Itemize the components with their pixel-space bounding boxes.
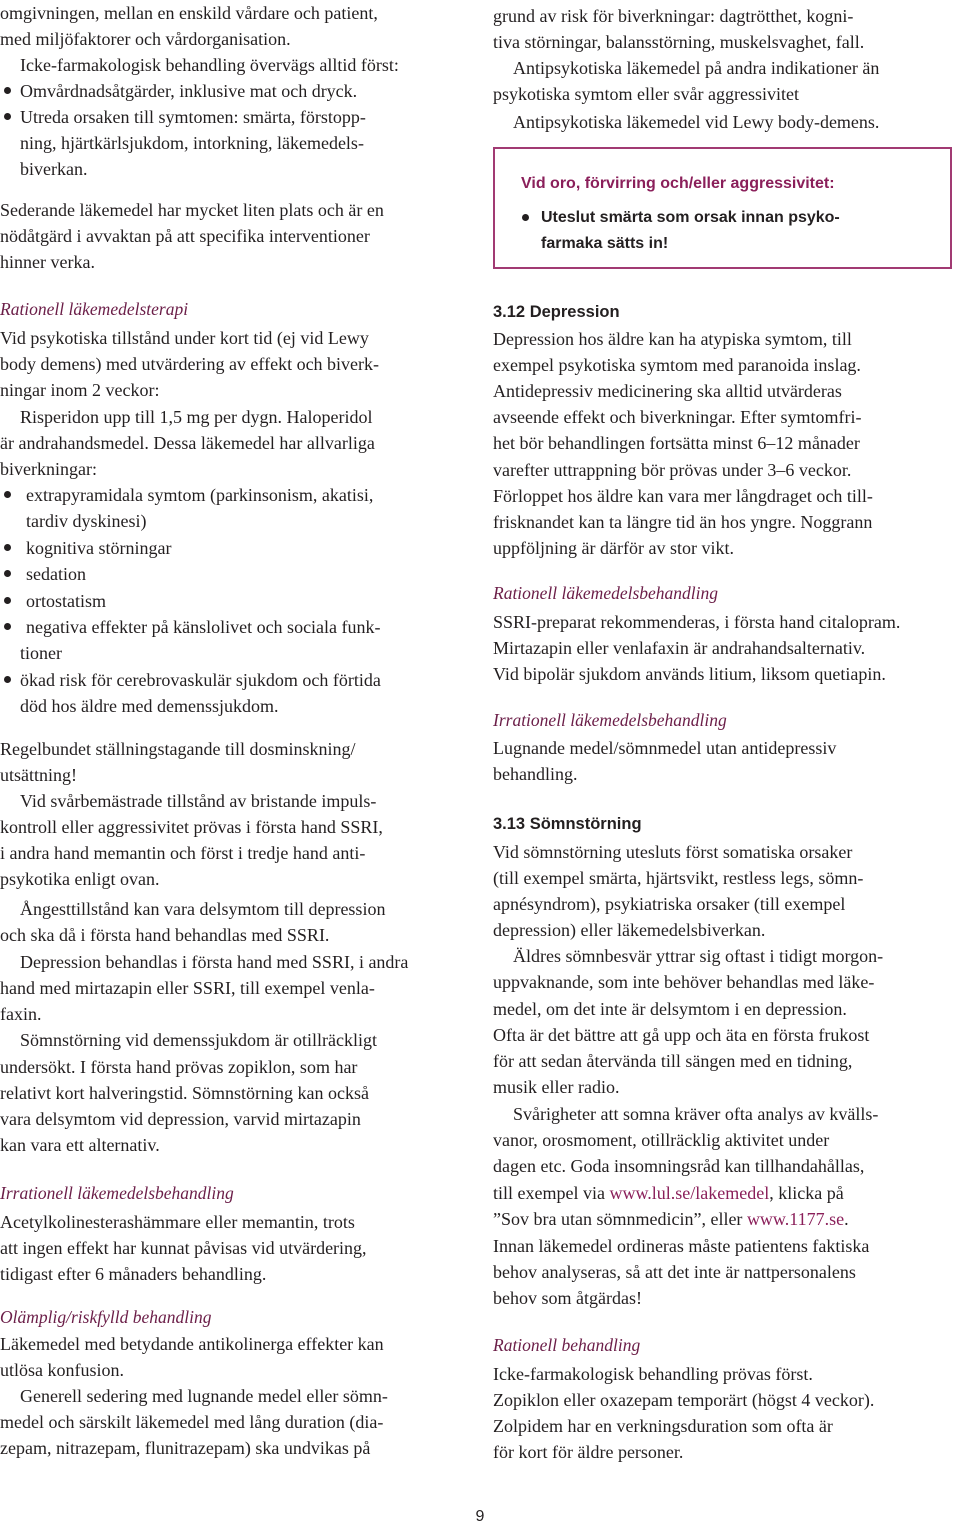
body-text: psykotika enligt ovan.	[0, 869, 160, 889]
section-heading: 3.13 Sömnstörning	[493, 815, 642, 833]
list-item: negativa effekter på känslolivet och sociala funk-	[26, 617, 381, 637]
body-text: zepam, nitrazepam, flunitrazepam) ska undvikas på	[0, 1438, 371, 1458]
body-text: tidigast efter 6 månaders behandling.	[0, 1264, 267, 1284]
body-text: Svårigheter att somna kräver ofta analys av kvälls-	[513, 1104, 879, 1124]
body-text: till exempel via	[493, 1183, 610, 1203]
body-text: Mirtazapin eller venlafaxin är andrahandsalternativ.	[493, 638, 866, 658]
body-text: SSRI-preparat rekommenderas, i första hand citalopram.	[493, 612, 901, 632]
body-text: Depression behandlas i första hand med SSRI, i andra	[20, 952, 409, 972]
body-text: uppföljning är därför av stor vikt.	[493, 538, 734, 558]
body-text: kan vara ett alternativ.	[0, 1135, 160, 1155]
section-heading: Rationell behandling	[493, 1335, 641, 1355]
lul-link[interactable]: www.lul.se/lakemedel	[609, 1183, 770, 1203]
list-item: ortostatism	[26, 591, 106, 611]
body-text: Antipsykotiska läkemedel vid Lewy body-demens.	[513, 112, 880, 132]
body-text: Äldres sömnbesvär yttrar sig oftast i tidigt morgon-	[513, 946, 884, 966]
warning-box	[493, 147, 952, 269]
body-text: uppvaknande, som inte behöver behandlas med läke-	[493, 972, 875, 992]
body-text: Vid bipolär sjukdom används litium, liksom quetiapin.	[493, 664, 886, 684]
body-text: relativt kort halveringstid. Sömnstörning kan också	[0, 1083, 369, 1103]
body-text: , klicka på	[769, 1183, 844, 1203]
list-item: Utreda orsaken till symtomen: smärta, förstopp-	[20, 107, 366, 127]
body-text: varefter uttrappning bör prövas under 3–6 veckor.	[493, 460, 852, 480]
body-text: dagen etc. Goda insomningsråd kan tillhandahållas,	[493, 1156, 865, 1176]
bullet-icon	[4, 570, 11, 577]
body-text: frisknandet kan ta längre tid än hos yngre. Noggrann	[493, 512, 873, 532]
body-text: hinner verka.	[0, 252, 95, 272]
body-text: för att sedan återvända till sängen med en tidning,	[493, 1051, 853, 1071]
list-item: biverkan.	[20, 159, 88, 179]
body-text: Innan läkemedel ordineras måste patientens faktiska	[493, 1236, 870, 1256]
body-text: behov analyseras, så att det inte är nattpersonalens	[493, 1262, 856, 1282]
list-item: sedation	[26, 564, 86, 584]
box-bullet: Uteslut smärta som orsak innan psyko-	[541, 209, 840, 226]
body-text: medel och särskilt läkemedel med lång duration (dia-	[0, 1412, 384, 1432]
body-text: Zopiklon eller oxazepam temporärt (högst 4 veckor).	[493, 1390, 875, 1410]
body-text	[493, 1206, 849, 1232]
body-text: Antidepressiv medicinering ska alltid utvärderas	[493, 381, 842, 401]
body-text: Depression hos äldre kan ha atypiska symtom, till	[493, 329, 852, 349]
body-text: body demens) med utvärdering av effekt och biverk-	[0, 354, 380, 374]
body-text: ningar inom 2 veckor:	[0, 380, 160, 400]
list-item: ökad risk för cerebrovaskulär sjukdom och förtida	[20, 670, 381, 690]
body-text: Zolpidem har en verkningsduration som ofta är	[493, 1416, 833, 1436]
section-heading: 3.12 Depression	[493, 303, 620, 321]
body-text: Generell sedering med lugnande medel eller sömn-	[20, 1386, 388, 1406]
body-text: omgivningen, mellan en enskild vårdare och patient,	[0, 3, 378, 23]
section-heading: Rationell läkemedelsbehandling	[493, 583, 719, 603]
body-text: ”Sov bra utan sömnmedicin”, eller	[493, 1209, 747, 1229]
body-text: Regelbundet ställningstagande till dosminskning/	[0, 739, 356, 759]
bullet-icon	[4, 491, 11, 498]
body-text: musik eller radio.	[493, 1077, 620, 1097]
body-text: Vid sömnstörning utesluts först somatiska orsaker	[493, 842, 853, 862]
body-text: het bör behandlingen fortsätta minst 6–12 månader	[493, 433, 860, 453]
body-text: depression) eller läkemedelsbiverkan.	[493, 920, 766, 940]
body-text: behandling.	[493, 764, 578, 784]
body-text: biverkningar:	[0, 459, 97, 479]
bullet-icon	[4, 87, 11, 94]
body-text: kontroll eller aggressivitet prövas i första hand SSRI,	[0, 817, 383, 837]
body-text: Förloppet hos äldre kan vara mer långdraget och till-	[493, 486, 873, 506]
list-item: Omvårdnadsåtgärder, inklusive mat och dryck.	[20, 81, 358, 101]
body-text: och ska då i första hand behandlas med SSRI.	[0, 925, 330, 945]
body-text: Lugnande medel/sömnmedel utan antidepressiv	[493, 738, 837, 758]
body-text: apnésyndrom), psykiatriska orsaker (till exempel	[493, 894, 846, 914]
body-text: Icke-farmakologisk behandling prövas först.	[493, 1364, 813, 1384]
body-text: Antipsykotiska läkemedel på andra indikationer än	[513, 58, 880, 78]
list-item: ning, hjärtkärlsjukdom, intorkning, läkemedels-	[20, 133, 364, 153]
section-heading: Irrationell läkemedelsbehandling	[0, 1183, 234, 1203]
section-heading: Olämplig/riskfylld behandling	[0, 1307, 212, 1327]
bullet-icon	[4, 597, 11, 604]
body-text: vara delsymtom vid depression, varvid mirtazapin	[0, 1109, 361, 1129]
box-title: Vid oro, förvirring och/eller aggressivitet:	[521, 175, 835, 192]
list-item: död hos äldre med demenssjukdom.	[20, 696, 279, 716]
bullet-icon	[522, 214, 529, 221]
body-text: Sederande läkemedel har mycket liten plats och är en	[0, 200, 384, 220]
body-text: faxin.	[0, 1004, 42, 1024]
bullet-icon	[4, 623, 11, 630]
body-text: Ofta är det bättre att gå upp och äta en första frukost	[493, 1025, 870, 1045]
box-bullet: farmaka sätts in!	[541, 235, 669, 252]
body-text: avseende effekt och biverkningar. Efter symtomfri-	[493, 407, 862, 427]
list-item: tioner	[20, 643, 62, 663]
bullet-icon	[4, 676, 11, 683]
body-text: Icke-farmakologisk behandling övervägs alltid först:	[20, 55, 399, 75]
body-text: .	[844, 1209, 849, 1229]
bullet-icon	[4, 113, 11, 120]
list-item: kognitiva störningar	[26, 538, 172, 558]
body-text: är andrahandsmedel. Dessa läkemedel har allvarliga	[0, 433, 375, 453]
body-text: grund av risk för biverkningar: dagtrötthet, kogni-	[493, 6, 854, 26]
body-text: behov som åtgärdas!	[493, 1288, 642, 1308]
body-text: psykotiska symtom eller svår aggressivitet	[493, 84, 799, 104]
body-text: exempel psykotiska symtom med paranoida inslag.	[493, 355, 861, 375]
body-text: Läkemedel med betydande antikolinerga effekter kan	[0, 1334, 384, 1354]
body-text: nödåtgärd i avvaktan på att specifika interventioner	[0, 226, 370, 246]
body-text: Vid psykotiska tillstånd under kort tid (ej vid Lewy	[0, 328, 369, 348]
body-text: Sömnstörning vid demenssjukdom är otillräckligt	[20, 1030, 377, 1050]
1177-link[interactable]: www.1177.se	[746, 1209, 845, 1229]
section-heading: Irrationell läkemedelsbehandling	[493, 710, 727, 730]
body-text: Risperidon upp till 1,5 mg per dygn. Haloperidol	[20, 407, 373, 427]
body-text: medel, om det inte är delsymtom i en depression.	[493, 999, 847, 1019]
body-text: (till exempel smärta, hjärtsvikt, restless legs, sömn-	[493, 868, 864, 888]
body-text: för kort för äldre personer.	[493, 1442, 684, 1462]
body-text: vanor, orosmoment, otillräcklig aktivitet under	[493, 1130, 830, 1150]
body-text	[493, 1180, 844, 1206]
body-text: Acetylkolinesterashämmare eller memantin, trots	[0, 1212, 355, 1232]
body-text: utlösa konfusion.	[0, 1360, 124, 1380]
body-text: hand med mirtazapin eller SSRI, till exempel venla-	[0, 978, 375, 998]
list-item: extrapyramidala symtom (parkinsonism, akatisi,	[26, 485, 374, 505]
body-text: tiva störningar, balansstörning, muskelsvaghet, fall.	[493, 32, 865, 52]
section-heading: Rationell läkemedelsterapi	[0, 299, 189, 319]
body-text: undersökt. I första hand prövas zopiklon, som har	[0, 1057, 358, 1077]
body-text: med miljöfaktorer och vårdorganisation.	[0, 29, 291, 49]
list-item: tardiv dyskinesi)	[26, 511, 147, 531]
bullet-icon	[4, 544, 11, 551]
body-text: utsättning!	[0, 765, 77, 785]
body-text: Vid svårbemästrade tillstånd av bristande impuls-	[20, 791, 377, 811]
page-number: 9	[475, 1508, 485, 1525]
body-text: Ångesttillstånd kan vara delsymtom till depression	[20, 899, 386, 919]
body-text: i andra hand memantin och först i tredje hand anti-	[0, 843, 366, 863]
body-text: att ingen effekt har kunnat påvisas vid utvärdering,	[0, 1238, 367, 1258]
